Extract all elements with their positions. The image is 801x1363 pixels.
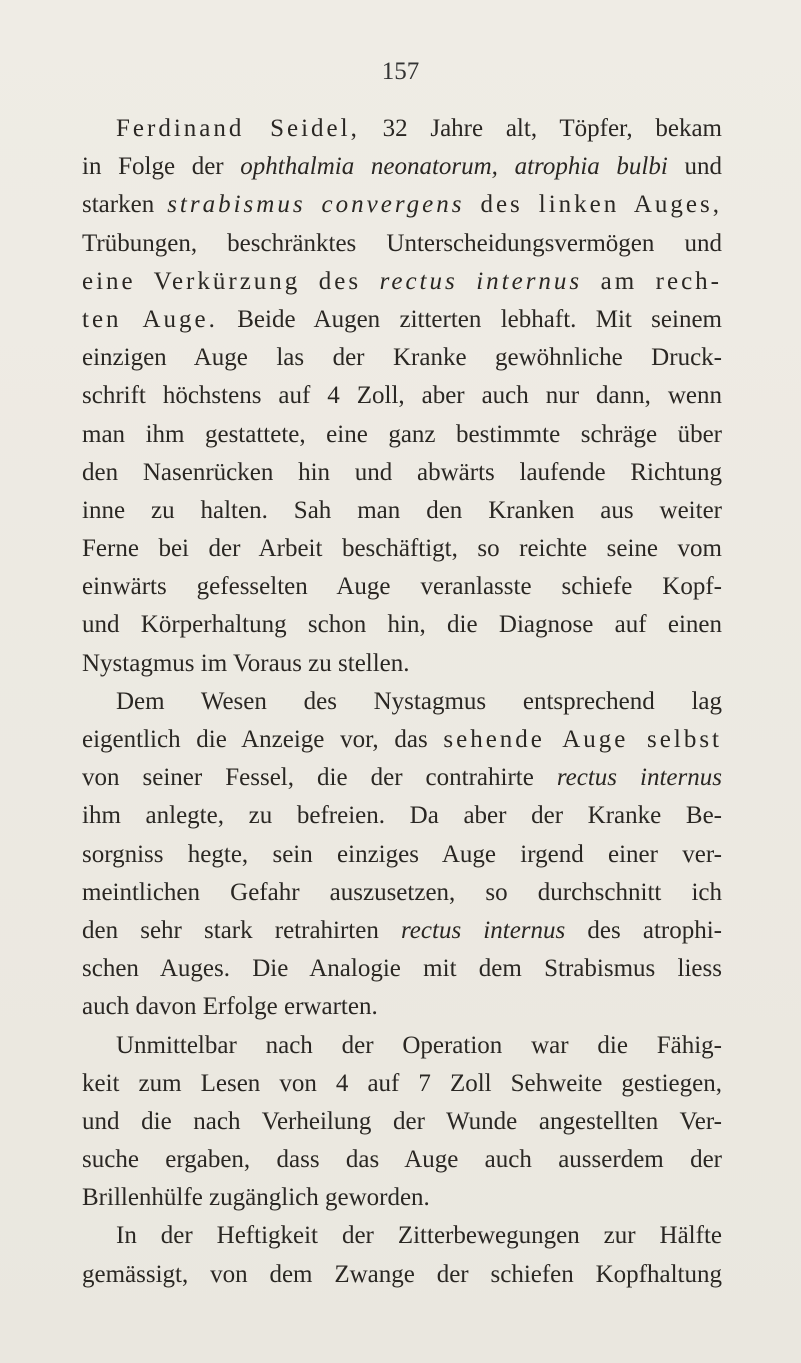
text-line: [82, 454, 722, 492]
text-line: [82, 797, 722, 835]
text-segment: den Nasenrücken hin und abwärts laufende Richtung: [82, 458, 722, 486]
text-line: [82, 186, 722, 224]
text-line: [82, 1027, 722, 1065]
text-line: [82, 263, 722, 301]
italic-term: rectus internus: [401, 916, 566, 944]
text-segment: und die nach Verheilung der Wunde angestellten Ver-: [82, 1107, 722, 1135]
text-line: [82, 1141, 722, 1179]
text-line: [82, 148, 722, 186]
text-segment: Trübungen, beschränktes Unterscheidungsvermögen und: [82, 229, 722, 257]
text-line: [82, 301, 722, 339]
text-segment: einzigen Auge las der Kranke gewöhnliche Druck-: [82, 344, 722, 372]
text-line: [82, 721, 722, 759]
text-segment: Dem Wesen des Nystagmus entsprechend lag: [116, 687, 722, 715]
text-segment: In der Heftigkeit der Zitterbewegungen zur Hälfte: [116, 1222, 722, 1250]
text-segment: des linken Auges,: [464, 191, 722, 219]
text-segment: Beide Augen zitterten lebhaft. Mit seinem: [217, 305, 722, 333]
text-line: [82, 1179, 722, 1217]
text-line: [82, 492, 722, 530]
text-segment: in Folge der: [82, 153, 241, 181]
text-segment: suche ergaben, dass das Auge auch ausserdem der: [82, 1146, 722, 1174]
italic-term: rectus internus: [379, 267, 583, 295]
text-line: [82, 1103, 722, 1141]
text-segment: 32 Jahre alt, Töpfer, bekam: [359, 115, 723, 142]
text-line: [82, 377, 722, 415]
text-line: [82, 568, 722, 606]
text-line: [82, 606, 722, 644]
text-segment: des atrophi-: [565, 916, 723, 944]
text-segment: inne zu halten. Sah man den Kranken aus weiter: [82, 496, 722, 524]
text-segment: ihm anlegte, zu befreien. Da aber der Kranke Be-: [82, 802, 722, 830]
text-segment: und Körperhaltung schon hin, die Diagnose auf einen: [82, 611, 722, 639]
text-segment: man ihm gestattete, eine ganz bestimmte schräge über: [82, 420, 722, 448]
text-line: [82, 416, 722, 454]
text-segment: gemässigt, von dem Zwange der schiefen Kopfhaltung: [82, 1260, 722, 1288]
text-line: [82, 683, 722, 721]
text-segment: starken: [82, 191, 168, 219]
text-segment: Brillenhülfe zugänglich geworden.: [82, 1184, 430, 1212]
text-line: [82, 759, 722, 797]
text-segment: von seiner Fessel, die der contrahirte: [82, 764, 557, 792]
text-line: [82, 645, 722, 683]
text-line: [82, 1217, 722, 1255]
text-segment: und: [667, 153, 722, 181]
text-segment: sorgniss hegte, sein einziges Auge irgend einer ver-: [82, 840, 722, 868]
text-line: [82, 912, 722, 950]
italic-term: ophthalmia neonatorum, atrophia bulbi: [240, 153, 668, 181]
text-line: [82, 530, 722, 568]
text-segment: schen Auges. Die Analogie mit dem Strabismus liess: [82, 955, 722, 983]
text-line: [82, 339, 722, 377]
text-line: [82, 950, 722, 988]
text-segment: den sehr stark retrahirten: [82, 916, 401, 944]
text-segment: am rech-: [582, 267, 722, 295]
page-number: 157: [381, 58, 420, 85]
text-line: [82, 988, 722, 1026]
italic-term: rectus internus: [556, 764, 722, 792]
text-segment: eine Verkürzung des: [82, 267, 380, 295]
text-line: [82, 874, 722, 912]
text-segment: einwärts gefesselten Auge veranlasste schiefe Kopf-: [82, 573, 722, 601]
text-segment: Ferne bei der Arbeit beschäftigt, so reichte seine vom: [82, 535, 722, 563]
text-line: [82, 225, 722, 263]
text-segment: eigentlich die Anzeige vor, das: [82, 726, 444, 753]
text-segment: ten Auge.: [82, 305, 218, 333]
italic-term: strabismus convergens: [167, 191, 465, 219]
text-segment: meintlichen Gefahr auszusetzen, so durchschnitt ich: [82, 878, 722, 906]
text-segment: auch davon Erfolge erwarten.: [82, 993, 378, 1021]
text-line: [82, 110, 722, 148]
text-line: [82, 836, 722, 874]
text-segment: sehende Auge selbst: [443, 726, 722, 753]
text-segment: Nystagmus im Voraus zu stellen.: [82, 649, 410, 677]
text-segment: Ferdinand Seidel,: [116, 115, 360, 142]
text-segment: Unmittelbar nach der Operation war die Fähig-: [116, 1031, 722, 1059]
text-line: [82, 1256, 722, 1294]
text-segment: keit zum Lesen von 4 auf 7 Zoll Sehweite gestiegen,: [82, 1069, 722, 1097]
body-text: [82, 110, 722, 1294]
text-segment: schrift höchstens auf 4 Zoll, aber auch nur dann, wenn: [82, 382, 722, 410]
text-line: [82, 1065, 722, 1103]
